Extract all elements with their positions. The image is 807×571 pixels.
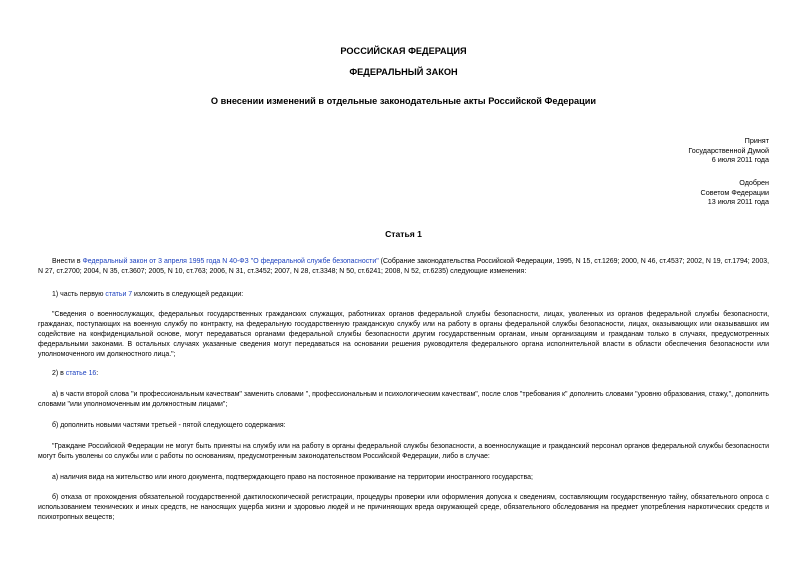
quote-2: "Граждане Российской Федерации не могут быть приняты на службу или на работу в органы федеральной службы безопасности, а военнослужащие и гражданский персонал органов федеральной службы безопасности могут быть уволены со службы или с работы по основаниям, предусмотренным законодательством Российской Федерации, либо в случае: [38,443,769,460]
item2-rest: : [96,370,99,377]
item1-prefix: 1) часть первую [52,291,106,298]
quote-1: "Сведения о военнослужащих, федеральных государственных гражданских служащих, работниках органов федеральной службы безопасности, лицах, уволенных из органов федеральной службы безопасности, гражданах, поступающих на военную службу по контракту, на федеральную государственную гражданскую службу или на работу в органы федеральной службы безопасности, лицах, оказывающих или оказывавших им содействие на конфиденциальной основе, могут передаваться органами федеральной службы безопасности другим государственным органам, иным организациям и гражданам только в случаях, предусмотренных федеральными законами. В остальных случаях указанные сведения могут передаваться на основании решения руководителя федерального органа исполнительной власти в области обеспечения безопасности или уполномоченного им должностного лица."; [38,311,769,358]
subitem-b: б) отказа от прохождения обязательной государственной дактилоскопической регистрации, процедуры проверки или оформления допуска к сведениям, составляющим государственную тайну, обязательного опроса с использованием технических и иных средств, не наносящих ущерба жизни и здоровью людей и не причиняющих вреда окружающей среде, обязательного обследования на предмет употребления наркотических средств и психотропных веществ; [38,494,769,521]
article-7-link[interactable]: статьи 7 [105,291,133,298]
fsb-law-title-link[interactable]: "О федеральной службе безопасности" [250,258,379,265]
adopted-by: Государственной Думой [688,145,769,155]
subitem-a: а) наличия вида на жительство или иного документа, подтверждающего право на постоянное проживание на территории иностранного государства; [52,474,533,481]
law-type-heading: ФЕДЕРАЛЬНЫЙ ЗАКОН [349,67,458,77]
law-title: О внесении изменений в отдельные законодательные акты Российской Федерации [210,96,597,106]
item2-prefix: 2) в [52,370,66,377]
intro-paragraph [38,257,769,277]
approval-block [701,178,769,207]
item-1 [38,290,769,300]
intro-rest: (Собрание законодательства Российской Федерации, 1995, N 15, ст.1269; 2000, N 46, ст.4537; 2002, N 19, ст.1794; 2003, N 27, ст.2700; 2004, N 35, ст.3607; 2005, N 10, ст.763; 2006, N 31, ст.3452; 2007, N 28, ст.3348; N 50, ст.6241; 2008, N 52, ст.6235) следующие изменения: [38,258,769,275]
intro-prefix: Внести в [52,258,83,265]
adopted-label: Принят [744,136,769,145]
article-16-link[interactable]: статье 16 [65,370,97,377]
country-heading: РОССИЙСКАЯ ФЕДЕРАЦИЯ [340,46,467,56]
item-2a: а) в части второй слова "и профессиональным качествам" заменить словами ", профессиональным и психологическим качествам", после слов "требования к" дополнить словами "уровню образования, стажу,", дополнить словами "или уполномоченным им должностным лицами"; [38,391,769,408]
adopted-date: 6 июля 2011 года [711,155,769,165]
item-2 [38,369,769,379]
adoption-block [688,136,769,165]
approved-date: 13 июля 2011 года [707,197,769,207]
item1-rest: изложить в следующей редакции: [132,291,244,298]
approved-by: Советом Федерации [700,187,769,197]
article-heading: Статья 1 [385,229,422,239]
approved-label: Одобрен [739,178,769,187]
item-2b: б) дополнить новыми частями третьей - пятой следующего содержания: [52,422,286,429]
law-40fz-link[interactable]: Федеральный закон от 3 апреля 1995 года N 40-ФЗ [82,258,249,265]
